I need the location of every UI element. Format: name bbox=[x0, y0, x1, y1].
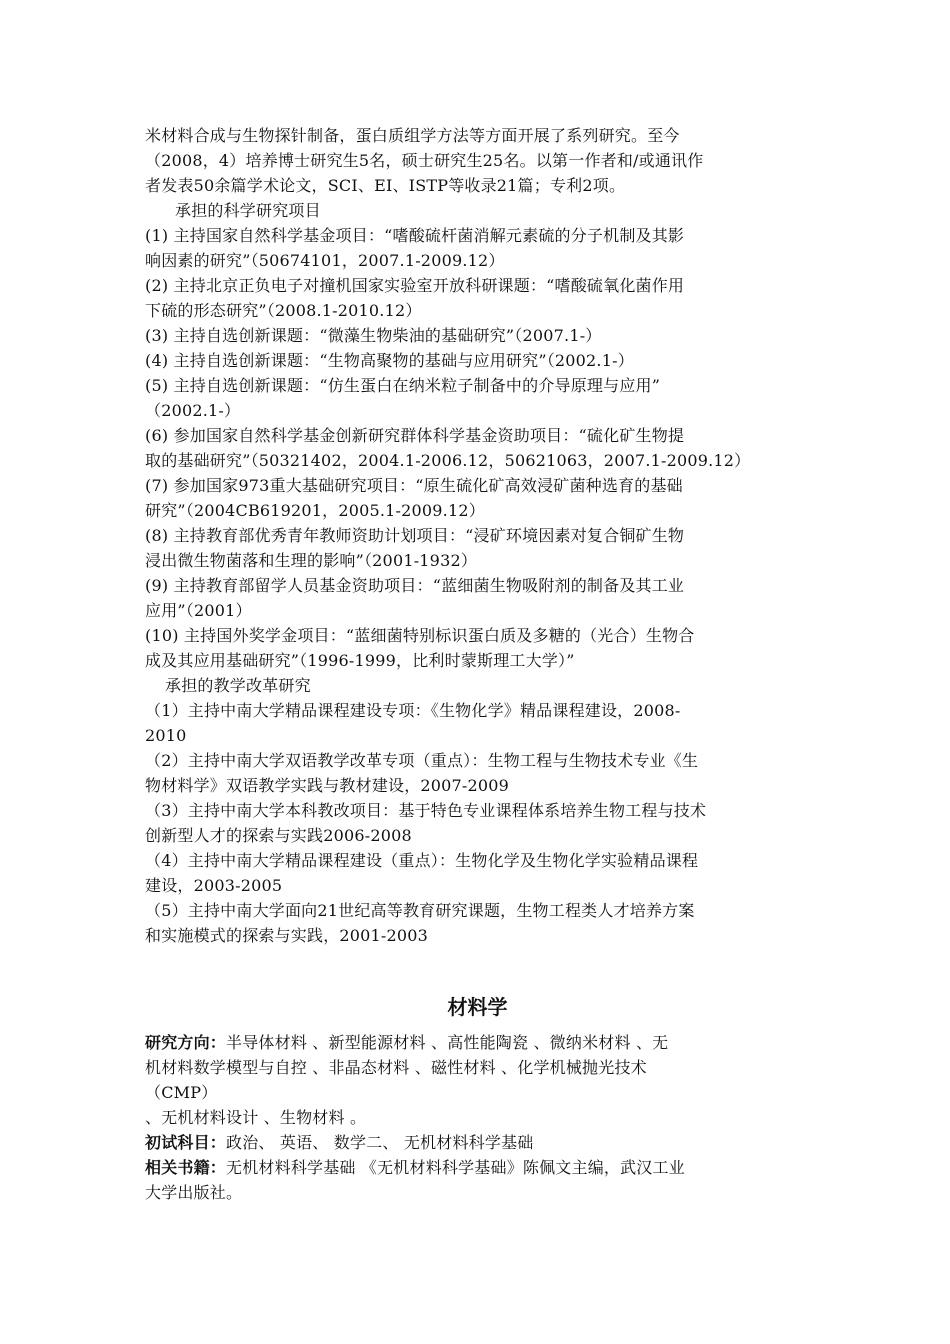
direction-text: 机材料数学模型与自控 、非晶态材料 、磁性材料 、化学机械抛光技术 bbox=[145, 1058, 647, 1077]
direction-text: 半导体材料 、新型能源材料 、高性能陶瓷 、微纳米材料 、无 bbox=[226, 1033, 669, 1052]
materials-direction bbox=[145, 1030, 810, 1130]
teaching-list bbox=[145, 698, 810, 948]
list-item: 取的基础研究”（50321402，2004.1-2006.12，50621063，2007.1-2009.12） bbox=[145, 451, 751, 470]
text-line: 者发表50余篇学术论文，SCI、EI、ISTP等收录21篇；专利2项。 bbox=[145, 176, 626, 195]
list-item: (4) 主持自选创新课题：“生物高聚物的基础与应用研究”（2002.1-） bbox=[145, 351, 634, 370]
list-item: （1）主持中南大学精品课程建设专项：《生物化学》精品课程建设，2008- bbox=[145, 701, 681, 720]
list-item: (8) 主持教育部优秀青年教师资助计划项目：“浸矿环境因素对复合铜矿生物 bbox=[145, 526, 685, 545]
intro-paragraph bbox=[145, 123, 810, 198]
list-item: 和实施模式的探索与实践，2001-2003 bbox=[145, 926, 429, 945]
list-item: 研究”（2004CB619201，2005.1-2009.12） bbox=[145, 501, 485, 520]
books-label: 相关书籍： bbox=[145, 1158, 227, 1177]
exam-text: 政治、 英语、 数学二、 无机材料科学基础 bbox=[226, 1133, 534, 1152]
list-item: (10) 主持国外奖学金项目：“蓝细菌特别标识蛋白质及多糖的（光合）生物合 bbox=[145, 626, 695, 645]
document-page bbox=[145, 123, 810, 1205]
direction-text: （CMP） bbox=[145, 1083, 218, 1102]
text-line: 米材料合成与生物探针制备，蛋白质组学方法等方面开展了系列研究。至今 bbox=[145, 126, 680, 145]
books-text: 无机材料科学基础 《无机材料科学基础》陈佩文主编，武汉工业 bbox=[226, 1158, 685, 1177]
list-item: 建设，2003-2005 bbox=[145, 876, 283, 895]
books-text: 大学出版社。 bbox=[145, 1183, 243, 1202]
list-item: （2）主持中南大学双语教学改革专项（重点）：生物工程与生物技术专业《生 bbox=[145, 751, 699, 770]
list-item: (7) 参加国家973重大基础研究项目：“原生硫化矿高效浸矿菌种选育的基础 bbox=[145, 476, 683, 495]
list-item: （3）主持中南大学本科教改项目：基于特色专业课程体系培养生物工程与技术 bbox=[145, 801, 707, 820]
materials-books bbox=[145, 1155, 810, 1205]
research-heading: 承担的科学研究项目 bbox=[175, 201, 321, 220]
research-list bbox=[145, 223, 810, 673]
list-item: 创新型人才的探索与实践2006-2008 bbox=[145, 826, 412, 845]
list-item: 2010 bbox=[145, 726, 187, 745]
exam-label: 初试科目： bbox=[145, 1133, 227, 1152]
list-item: （5）主持中南大学面向21世纪高等教育研究课题，生物工程类人才培养方案 bbox=[145, 901, 695, 920]
list-item: (6) 参加国家自然科学基金创新研究群体科学基金资助项目：“硫化矿生物提 bbox=[145, 426, 685, 445]
list-item: (1) 主持国家自然科学基金项目：“嗜酸硫杆菌消解元素硫的分子机制及其影 bbox=[145, 226, 685, 245]
list-item: 应用”（2001） bbox=[145, 601, 252, 620]
list-item: （2002.1-） bbox=[145, 401, 241, 420]
list-item: （4）主持中南大学精品课程建设（重点）：生物化学及生物化学实验精品课程 bbox=[145, 851, 699, 870]
direction-label: 研究方向： bbox=[145, 1033, 227, 1052]
section-title-materials: 材料学 bbox=[447, 995, 508, 1019]
teaching-heading: 承担的教学改革研究 bbox=[165, 676, 311, 695]
list-item: 下硫的形态研究”（2008.1-2010.12） bbox=[145, 301, 422, 320]
direction-text: 、无机材料设计 、生物材料 。 bbox=[145, 1108, 367, 1127]
list-item: 响因素的研究”（50674101，2007.1-2009.12） bbox=[145, 251, 505, 270]
list-item: (9) 主持教育部留学人员基金资助项目：“蓝细菌生物吸附剂的制备及其工业 bbox=[145, 576, 685, 595]
materials-exam bbox=[145, 1130, 810, 1155]
list-item: 浸出微生物菌落和生理的影响”（2001-1932） bbox=[145, 551, 478, 570]
list-item: 物材料学》双语教学实践与教材建设，2007-2009 bbox=[145, 776, 510, 795]
list-item: (5) 主持自选创新课题：“仿生蛋白在纳米粒子制备中的介导原理与应用” bbox=[145, 376, 661, 395]
text-line: （2008，4）培养博士研究生5名，硕士研究生25名。以第一作者和/或通讯作 bbox=[145, 151, 704, 170]
list-item: (2) 主持北京正负电子对撞机国家实验室开放科研课题：“嗜酸硫氧化菌作用 bbox=[145, 276, 685, 295]
list-item: (3) 主持自选创新课题：“微藻生物柴油的基础研究”（2007.1-） bbox=[145, 326, 602, 345]
list-item: 成及其应用基础研究”（1996-1999，比利时蒙斯理工大学）” bbox=[145, 651, 575, 670]
